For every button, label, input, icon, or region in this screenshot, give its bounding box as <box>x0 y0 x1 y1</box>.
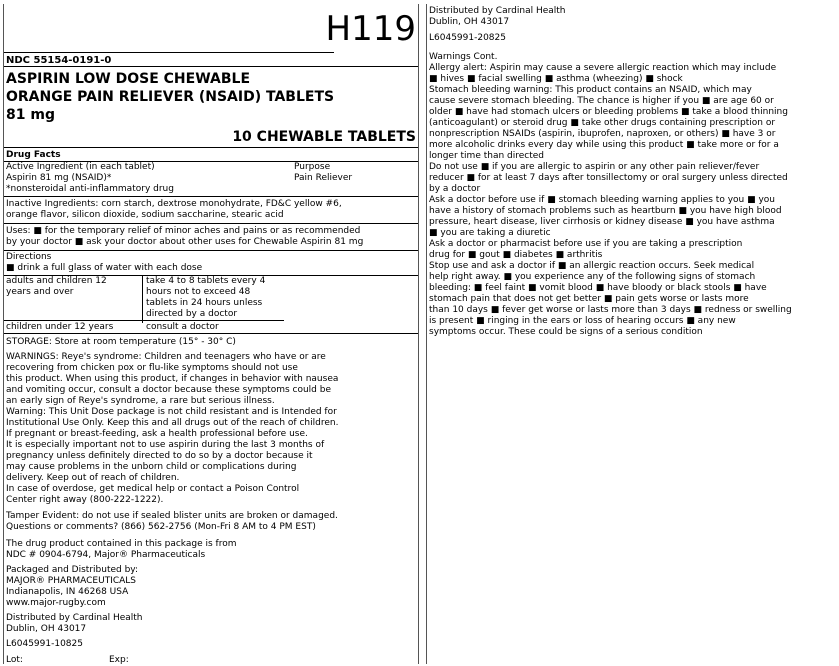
distributed-by: Distributed by Cardinal Health Dublin, OH 43017 <box>6 613 143 634</box>
active-ingredient-label: Active Ingredient (in each tablet) <box>6 162 155 172</box>
drug-facts-heading: Drug Facts <box>6 150 61 160</box>
divider <box>4 250 418 251</box>
dose-adults: take 4 to 8 tablets every 4 hours not to exceed 48 tablets in 24 hours unless directed by a doctor <box>146 276 266 319</box>
warnings: WARNINGS: Reye's syndrome: Children and teenagers who have or are recovering from chicken pox or flu-like symptoms should not use this product. When using this product, if changes in behavior with nausea and vomiting occur, consult a doctor because these symptoms could be an early sign of Reye's syndrome, a rare but serious illness. Warning: This Unit Dose package is not child resistant and is Intended for Institutional Use Only. Keep this and all drugs out of the reach of children. If pregnant or breast-feeding, ask a health professional before use. It is especially important not to use aspirin during the last 3 months of pregnancy unless definitely directed to do so by a doctor because it may cause problems in the unborn child or complications during delivery. Keep out of reach of children. In case of overdose, get medical help or contact a Poison Control Center right away (800-222-1222). <box>6 352 339 505</box>
tamper-evident: Tamper Evident: do not use if sealed blister units are broken or damaged. Questions or comments? (866) 562-2756 (Mon-Fri 8 AM to 4 PM EST) <box>6 511 338 532</box>
left-panel <box>3 4 419 664</box>
divider <box>142 275 143 323</box>
divider <box>4 320 284 321</box>
lot-field: Lot: <box>6 655 23 664</box>
nsaid-note: *nonsteroidal anti-inflammatory drug <box>6 184 174 194</box>
ndc-number: NDC 55154-0191-0 <box>4 52 334 66</box>
purpose: Pain Reliever <box>294 173 353 183</box>
product-source: The drug product contained in this package is from NDC # 0904-6794, Major® Pharmaceuticals <box>6 539 237 560</box>
dose-who-children: children under 12 years <box>6 322 114 332</box>
dose-who-adults: adults and children 12 years and over <box>6 276 107 297</box>
distributed-by: Distributed by Cardinal Health Dublin, OH 43017 <box>429 6 566 27</box>
product-code: H119 <box>325 9 416 49</box>
directions-heading: Directions <box>6 252 52 262</box>
divider <box>4 66 418 67</box>
product-title: ASPIRIN LOW DOSE CHEWABLE ORANGE PAIN RELIEVER (NSAID) TABLETS 81 mg <box>6 71 335 123</box>
warnings-continued: Warnings Cont. Allergy alert: Aspirin may cause a severe allergic reaction which may include ■ hives ■ facial swelling ■ asthma (wheezing) ■ shock Stomach bleeding warning: This product contains an NSAID, which may cause severe stomach bleeding. The chance is higher if you ■ are age 60 or older ■ have had stomach ulcers or bleeding problems ■ take a blood thinning (anticoagulant) or steroid drug ■ take other drugs containing prescription or nonprescription NSAIDs (aspirin, ibuprofen, naproxen, or others) ■ have 3 or more alcoholic drinks every day while using this product ■ take more or for a longer time than directed Do not use ■ if you are allergic to aspirin or any other pain reliever/fever reducer ■ for at least 7 days after tonsillectomy or oral surgery unless directed by a doctor Ask a doctor before use if ■ stomach bleeding warning applies to you ■ you have a history of stomach problems such as heartburn ■ you have high blood pressure, heart disease, liver cirrhosis or kidney disease ■ you have asthma ■ you are taking a diuretic Ask a doctor or pharmacist before use if you are taking a prescription drug for ■ gout ■ diabetes ■ arthritis Stop use and ask a doctor if ■ an allergic reaction occurs. Seek medical help right away. ■ you experience any of the following signs of stomach bleeding: ■ feel faint ■ vomit blood ■ have bloody or black stools ■ have stomach pain that does not get better ■ pain gets worse or lasts more than 10 days ■ fever get worse or lasts more than 3 days ■ redness or swelling is present ■ ringing in the ears or loss of hearing occurs ■ any new symptoms occur. These could be signs of a serious condition <box>429 52 792 337</box>
divider <box>4 196 418 197</box>
inactive-ingredients: Inactive Ingredients: corn starch, dextrose monohydrate, FD&C yellow #6, orange flavor, silicon dioxide, sodium saccharine, stearic acid <box>6 199 342 220</box>
tablet-count: 10 CHEWABLE TABLETS <box>232 129 416 145</box>
divider <box>4 223 418 224</box>
right-panel <box>426 4 836 664</box>
dose-children: consult a doctor <box>146 322 219 332</box>
directions-first: ■ drink a full glass of water with each dose <box>6 263 203 273</box>
uses: Uses: ■ for the temporary relief of minor aches and pains or as recommended by your doctor ■ ask your doctor about other uses for Chewable Aspirin 81 mg <box>6 226 364 247</box>
packaged-by: Packaged and Distributed by: MAJOR® PHARMACEUTICALS Indianapolis, IN 46268 USA www.major-rugby.com <box>6 565 138 608</box>
purpose-label: Purpose <box>294 162 331 172</box>
active-ingredient: Aspirin 81 mg (NSAID)* <box>6 173 112 183</box>
label-code: L6045991-20825 <box>429 33 506 43</box>
divider <box>4 333 418 334</box>
exp-field: Exp: <box>109 655 129 664</box>
label-code: L6045991-10825 <box>6 639 83 649</box>
storage: STORAGE: Store at room temperature (15° - 30° C) <box>6 337 236 347</box>
divider <box>4 147 418 148</box>
